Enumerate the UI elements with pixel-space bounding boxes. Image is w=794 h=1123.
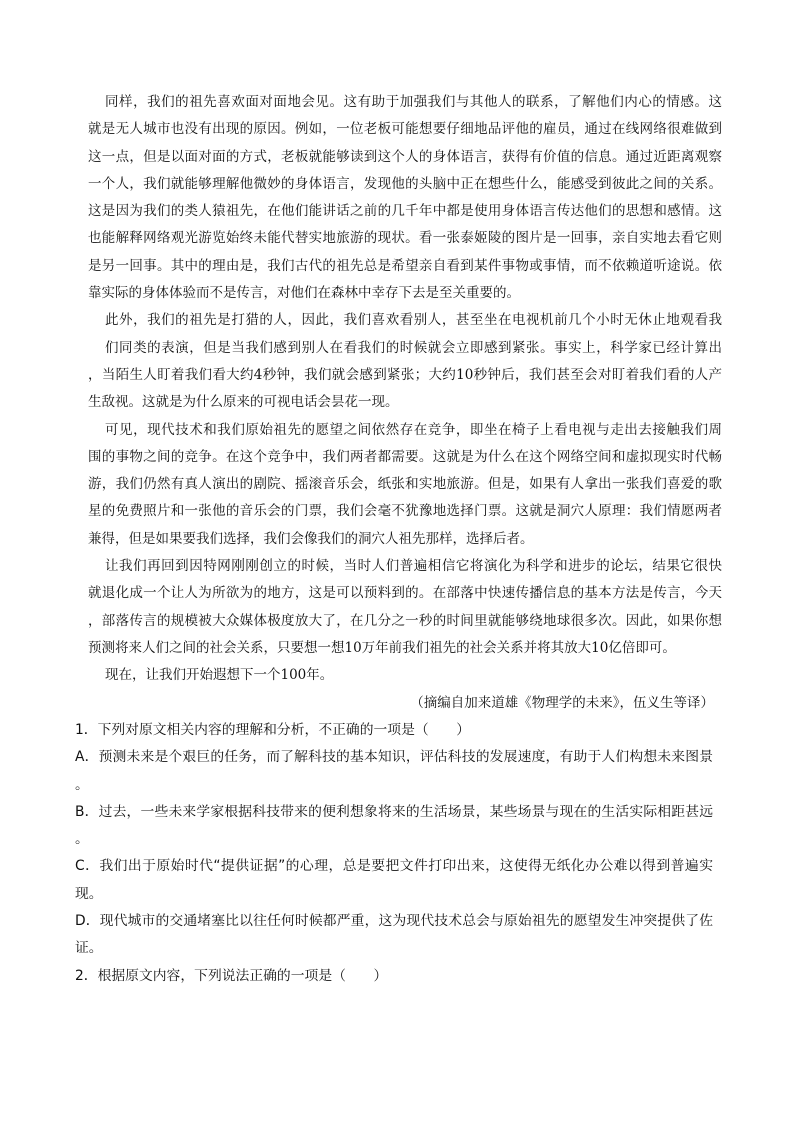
passage-paragraph	[88, 417, 722, 553]
answer-option	[75, 799, 713, 854]
reading-passage	[88, 89, 722, 717]
passage-line: 现在，让我们开始遐想下一个100年。	[105, 667, 334, 684]
answer-option	[75, 908, 713, 963]
answer-option	[75, 853, 713, 908]
answer-option-line: 现。	[75, 885, 103, 902]
passage-line: 星的免费照片和一张他的音乐会的门票，我们会毫不犹豫地选择门票。这就是洞穴人原理：我们情愿两者	[88, 503, 722, 520]
answer-option-line: A．预测未来是个艰巨的任务，而了解科技的基本知识，评估科技的发展速度，有助于人们构想未来图景	[75, 749, 713, 766]
passage-line: 这一点，但是以面对面的方式，老板就能够读到这个人的身体语言，获得有价值的信息。通过近距离观察	[88, 148, 722, 165]
passage-paragraph	[88, 553, 722, 662]
passage-line: 游，我们仍然有真人演出的剧院、摇滚音乐会，纸张和实地旅游。但是，如果有人拿出一张我们喜爱的歌	[88, 476, 722, 493]
passage-line: ，当陌生人盯着我们看大约4秒钟，我们就会感到紧张；大约10秒钟后，我们甚至会对盯着我们看的人产	[88, 366, 722, 383]
passage-line: 此外，我们的祖先是打猎的人，因此，我们喜欢看别人，甚至坐在电视机前几个小时无休止地观看我	[105, 312, 722, 329]
passage-line: 这是因为我们的类人猿祖先，在他们能讲话之前的几千年中都是使用身体语言传达他们的思想和感情。这	[88, 203, 722, 220]
passage-line: 可见，现代技术和我们原始祖先的愿望之间依然存在竞争，即坐在椅子上看电视与走出去接触我们周	[105, 421, 722, 438]
answer-option-line: D．现代城市的交通堵塞比以往任何时候都严重，这为现代技术总会与原始祖先的愿望发生冲突提供了佐	[75, 913, 713, 930]
passage-line: 们同类的表演，但是当我们感到别人在看我们的时候就会立即感到紧张。事实上，科学家已经计算出	[105, 339, 722, 356]
passage-line: 一个人，我们就能够理解他微妙的身体语言，发现他的头脑中正在想些什么，能感受到彼此之间的关系。	[88, 175, 722, 192]
passage-line: 也能解释网络观光游览始终未能代替实地旅游的现状。看一张泰姬陵的图片是一回事，亲自实地去看它则	[88, 230, 722, 247]
passage-paragraph	[88, 662, 722, 689]
passage-line: 预测将来人们之间的社会关系，只要想一想10万年前我们祖先的社会关系并将其放大10亿倍即可。	[88, 639, 676, 656]
passage-line: 同样，我们的祖先喜欢面对面地会见。这有助于加强我们与其他人的联系，了解他们内心的情感。这	[105, 94, 722, 110]
passage-paragraph	[88, 89, 722, 307]
answer-option-line: 。	[75, 776, 89, 793]
passage-line: 就退化成一个让人为所欲为的地方，这是可以预料到的。在部落中快速传播信息的基本方法是传言，今天	[88, 585, 722, 602]
question	[75, 717, 713, 963]
answer-option-line: 证。	[75, 940, 103, 957]
passage-line: 靠实际的身体体验而不是传言，对他们在森林中幸存下去是至关重要的。	[88, 285, 520, 302]
passage-line: 生敌视。这就是为什么原来的可视电话会昙花一现。	[88, 394, 399, 411]
passage-line: 兼得，但是如果要我们选择，我们会像我们的洞穴人祖先那样，选择后者。	[88, 530, 534, 547]
question-stem: 1．下列对原文相关内容的理解和分析，不正确的一项是（ ）	[75, 722, 471, 738]
question-list	[75, 717, 713, 990]
passage-line: 是另一回事。其中的理由是，我们古代的祖先总是希望亲自看到某件事物或事情，而不依赖道听途说。依	[88, 257, 722, 274]
passage-line: ，部落传言的规模被大众媒体极度放大了，在几分之一秒的时间里就能够绕地球很多次。因此，如果你想	[88, 612, 722, 629]
question	[75, 963, 713, 990]
answer-option-line: B．过去，一些未来学家根据科技带来的便利想象将来的生活场景，某些场景与现在的生活实际相距甚远	[75, 803, 713, 820]
answer-option-line: C．我们出于原始时代“提供证据”的心理，总是要把文件打印出来，这使得无纸化办公难以得到普遍实	[75, 858, 713, 875]
passage-paragraph	[88, 307, 722, 416]
passage-line: 让我们再回到因特网刚刚创立的时候，当时人们普遍相信它将演化为科学和进步的论坛，结果它很快	[105, 558, 722, 575]
passage-line: 就是无人城市也没有出现的原因。例如，一位老板可能想要仔细地品评他的雇员，通过在线网络很难做到	[88, 121, 722, 138]
passage-body	[88, 89, 722, 690]
passage-citation: （摘编自加来道雄《物理学的未来》，伍义生等译）	[410, 694, 714, 711]
passage-line: 围的事物之间的竞争。在这个竞争中，我们两者都需要。这就是为什么在这个网络空间和虚拟现实时代畅	[88, 448, 722, 465]
question-stem: 2．根据原文内容，下列说法正确的一项是（ ）	[75, 967, 388, 984]
answer-option	[75, 744, 713, 799]
answer-option-line: 。	[75, 831, 89, 848]
